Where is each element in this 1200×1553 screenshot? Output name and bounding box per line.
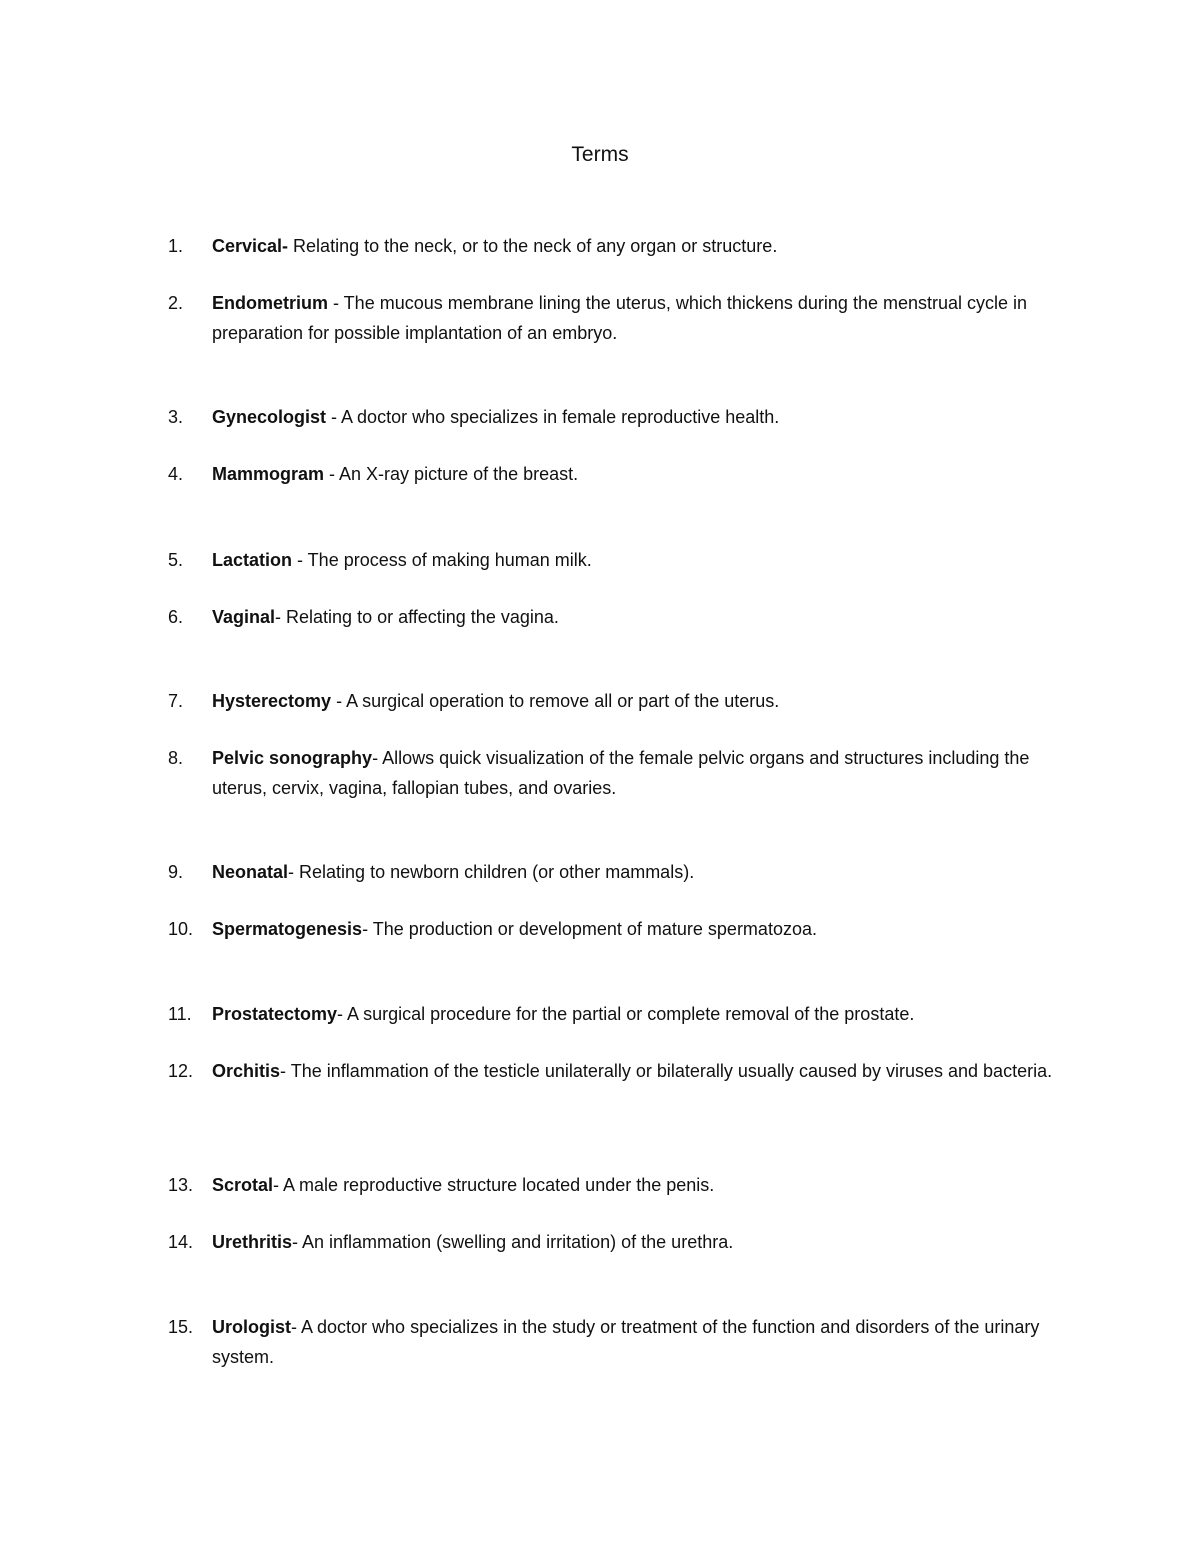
term-item-neonatal <box>168 857 1068 887</box>
term-text <box>212 914 1068 944</box>
term-number: 9. <box>168 862 184 882</box>
term-definition: - Relating to newborn children (or other mammals). <box>288 862 695 882</box>
term-item-urologist <box>168 1312 1068 1372</box>
term-number: 8. <box>168 748 184 768</box>
term-name: Urologist <box>212 1317 291 1337</box>
term-number: 6. <box>168 607 184 627</box>
term-name: Vaginal <box>212 607 276 627</box>
term-name: Pelvic sonography <box>212 748 373 768</box>
term-number: 7. <box>168 691 184 711</box>
term-definition: - An inflammation (swelling and irritation) of the urethra. <box>292 1232 734 1252</box>
term-definition: - A doctor who specializes in female reproductive health. <box>326 407 780 427</box>
term-definition: - An X-ray picture of the breast. <box>324 464 579 484</box>
term-definition: - A doctor who specializes in the study or treatment of the function and disorders of the urinary system. <box>212 1317 1040 1367</box>
term-name: Neonatal <box>212 862 289 882</box>
term-number: 2. <box>168 293 184 313</box>
term-number: 13. <box>168 1175 194 1195</box>
term-number: 3. <box>168 407 184 427</box>
term-name: Spermatogenesis <box>212 919 363 939</box>
term-name: Mammogram <box>212 464 325 484</box>
term-item-orchitis <box>168 1056 1068 1086</box>
term-name: Cervical- <box>212 236 289 256</box>
term-name: Lactation <box>212 550 293 570</box>
term-text <box>212 1170 1068 1200</box>
term-text <box>212 1227 1068 1257</box>
term-number: 11. <box>168 1004 192 1024</box>
term-definition: - A male reproductive structure located under the penis. <box>273 1175 715 1195</box>
term-number: 4. <box>168 464 184 484</box>
term-definition: - A surgical procedure for the partial or complete removal of the prostate. <box>337 1004 915 1024</box>
term-text <box>212 999 1068 1029</box>
term-number: 10. <box>168 919 194 939</box>
term-text <box>212 686 1068 716</box>
term-definition: - The production or development of mature spermatozoa. <box>362 919 817 939</box>
term-name: Urethritis <box>212 1232 293 1252</box>
term-definition: - The process of making human milk. <box>292 550 592 570</box>
term-item-prostatectomy <box>168 999 1068 1029</box>
term-number: 1. <box>168 236 184 256</box>
term-definition: - Allows quick visualization of the female pelvic organs and structures including the uterus, cervix, vagina, fallopian tubes, and ovaries. <box>212 748 1030 798</box>
term-name: Prostatectomy <box>212 1004 338 1024</box>
term-item-pelvic-sonography <box>168 743 1068 803</box>
term-definition: - The inflammation of the testicle unilaterally or bilaterally usually caused by viruses and bacteria. <box>280 1061 1053 1081</box>
term-number: 5. <box>168 550 184 570</box>
term-item-hysterectomy <box>168 686 1068 716</box>
term-definition: - A surgical operation to remove all or part of the uterus. <box>331 691 780 711</box>
term-text <box>212 231 1068 261</box>
term-name: Scrotal <box>212 1175 274 1195</box>
term-text <box>212 1312 1068 1372</box>
term-name: Hysterectomy <box>212 691 332 711</box>
term-definition: - The mucous membrane lining the uterus, which thickens during the menstrual cycle in preparation for possible implantation of an embryo. <box>212 293 1028 343</box>
term-name: Endometrium <box>212 293 329 313</box>
term-item-scrotal <box>168 1170 1068 1200</box>
term-definition: Relating to the neck, or to the neck of any organ or structure. <box>288 236 778 256</box>
term-text <box>212 1056 1068 1086</box>
term-item-gynecologist <box>168 402 1068 432</box>
term-item-cervical <box>168 231 1068 261</box>
term-definition: - Relating to or affecting the vagina. <box>275 607 559 627</box>
term-text <box>212 602 1068 632</box>
term-number: 12. <box>168 1061 194 1081</box>
term-text <box>212 459 1068 489</box>
term-text <box>212 288 1068 348</box>
term-item-urethritis <box>168 1227 1068 1257</box>
term-text <box>212 545 1068 575</box>
term-number: 14. <box>168 1232 194 1252</box>
page-title: Terms <box>571 143 629 166</box>
term-item-mammogram <box>168 459 1068 489</box>
term-item-lactation <box>168 545 1068 575</box>
term-item-vaginal <box>168 602 1068 632</box>
term-item-spermatogenesis <box>168 914 1068 944</box>
term-name: Gynecologist <box>212 407 327 427</box>
term-text <box>212 857 1068 887</box>
term-text <box>212 743 1068 803</box>
term-name: Orchitis <box>212 1061 281 1081</box>
term-text <box>212 402 1068 432</box>
term-item-endometrium <box>168 288 1068 348</box>
term-number: 15. <box>168 1317 194 1337</box>
